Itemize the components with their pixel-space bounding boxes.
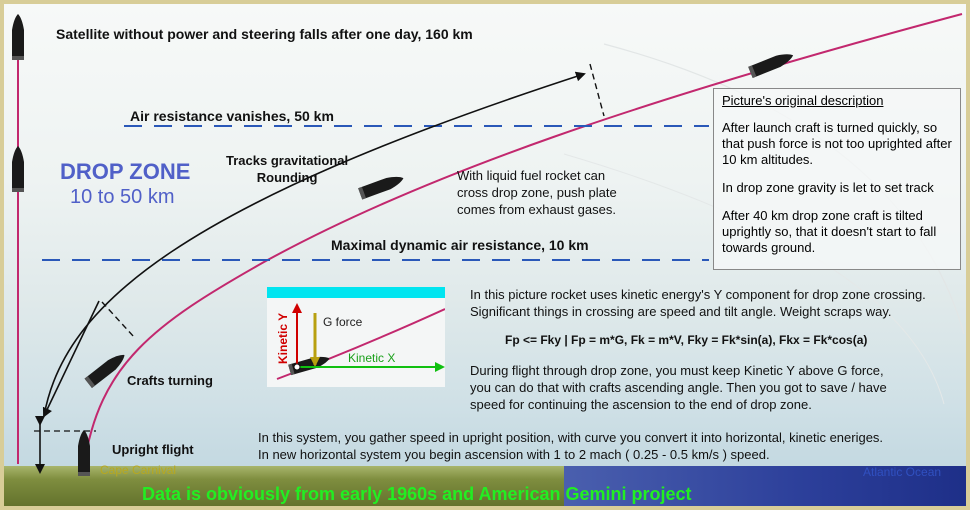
tracks-line-2: Rounding — [256, 170, 318, 185]
description-paragraph: In drop zone gravity is let to set track — [722, 180, 934, 195]
description-heading: Picture's original description — [722, 93, 884, 108]
text-line: In this picture rocket uses kinetic energy's Y component for drop zone crossing. — [470, 287, 926, 302]
rocket-icon — [748, 50, 795, 78]
text-line: speed for continuing the ascension to the end of drop zone. — [470, 397, 812, 412]
tracks-line-1: Tracks gravitational — [226, 153, 349, 168]
text-line: During flight through drop zone, you must keep Kinetic Y above G force, — [470, 363, 884, 378]
rocket-icon — [12, 146, 24, 192]
system-text — [258, 429, 883, 463]
crafts-turning-label: Crafts turning — [127, 373, 213, 388]
text-line: comes from exhaust gases. — [457, 202, 616, 217]
rocket-icon — [358, 172, 405, 199]
force-arrows — [267, 287, 445, 387]
formula-text: Fp <= Fky | Fp = m*G, Fk = m*V, Fky = Fk*sin(a), Fkx = Fk*cos(a) — [505, 333, 868, 347]
drop-zone-title: DROP ZONE — [60, 159, 191, 184]
text-line: cross drop zone, push plate — [457, 185, 617, 200]
atlantic-ocean-label: Atlantic Ocean — [863, 465, 942, 479]
description-paragraph: After 40 km drop zone craft is tilted uprightly so, that it doesn't start to fall towards ground. — [722, 208, 937, 255]
kinetic-text-2 — [470, 362, 887, 413]
kinetic-x-label: Kinetic X — [348, 351, 396, 365]
description-paragraph: After launch craft is turned quickly, so that push force is not too uprighted after 10 km altitudes. — [722, 120, 952, 167]
cape-canaveral-label: Cape Carnival — [100, 463, 177, 477]
arc-end-marker — [590, 64, 604, 116]
liquid-fuel-text — [457, 167, 617, 218]
max-dynamic-label: Maximal dynamic air resistance, 10 km — [331, 237, 589, 253]
bottom-note: Data is obviously from early 1960s and American Gemini project — [142, 484, 692, 504]
rocket-icon — [78, 430, 90, 476]
drop-zone-range: 10 to 50 km — [70, 186, 175, 208]
text-line: In new horizontal system you begin ascension with 1 to 2 mach ( 0.25 - 0.5 km/s ) speed. — [258, 447, 770, 462]
tracking-arc-lower — [44, 301, 99, 416]
kinetic-text-1 — [470, 286, 926, 320]
text-line: you can do that with crafts ascending angle. Then you got to save / have — [470, 380, 887, 395]
text-line: Significant things in crossing are speed and tilt angle. Weight scraps way. — [470, 304, 892, 319]
text-line: With liquid fuel rocket can — [457, 168, 606, 183]
kinetic-y-label: Kinetic Y — [276, 312, 290, 364]
turning-marker — [102, 302, 134, 337]
satellite-fall-title: Satellite without power and steering falls after one day, 160 km — [56, 26, 473, 42]
description-box — [713, 88, 961, 270]
force-inset — [267, 287, 445, 387]
air-resistance-label: Air resistance vanishes, 50 km — [130, 108, 334, 124]
upright-flight-label: Upright flight — [112, 442, 194, 457]
text-line: In this system, you gather speed in upright position, with curve you convert it into horizontal, kinetic eneriges. — [258, 430, 884, 445]
g-force-label: G force — [323, 315, 363, 329]
tracks-label — [226, 152, 348, 186]
rocket-icon — [12, 14, 24, 60]
